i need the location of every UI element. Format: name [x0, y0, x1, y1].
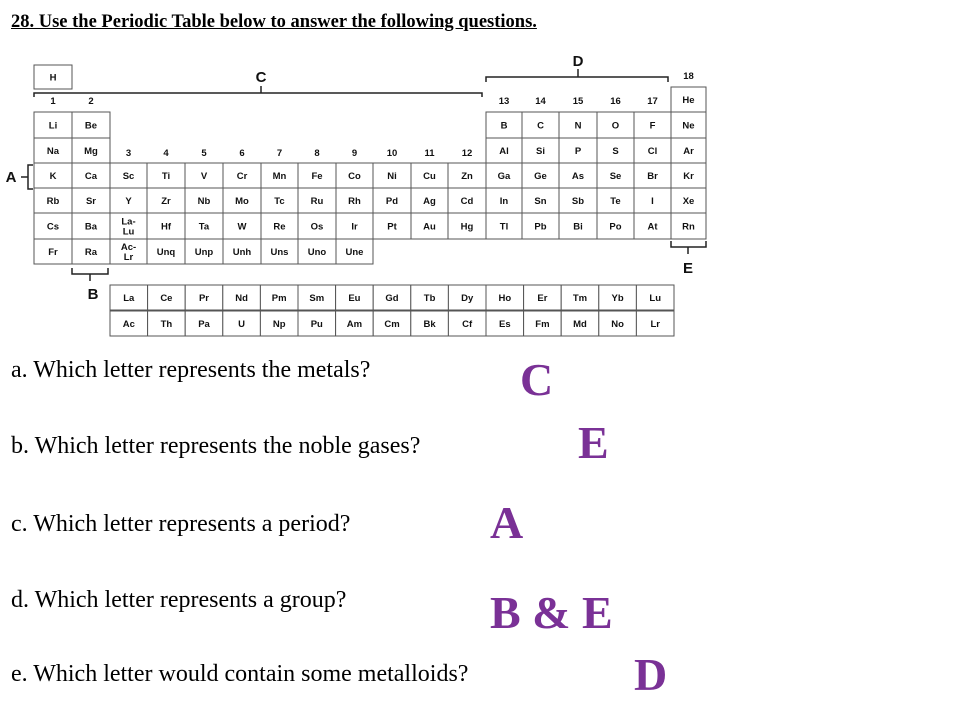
element-symbol: Une — [345, 247, 364, 258]
group-number: 15 — [572, 96, 584, 107]
actinide-cell — [524, 311, 562, 336]
element-cell — [559, 188, 597, 213]
element-symbol: Es — [498, 319, 511, 330]
element-symbol: Rb — [46, 196, 60, 207]
element-cell — [72, 163, 110, 188]
element-symbol: Gd — [385, 293, 399, 304]
element-symbol: Er — [537, 293, 548, 304]
answer-d: B & E — [490, 587, 613, 638]
element-cell — [298, 239, 336, 264]
actinide-cell — [260, 311, 298, 336]
element-cell — [411, 163, 448, 188]
element-symbol: Sr — [85, 196, 97, 207]
element-symbol: Pu — [310, 319, 323, 330]
element-symbol: Ac- — [120, 242, 137, 253]
element-symbol: Pa — [198, 319, 210, 330]
element-cell — [486, 213, 522, 239]
element-symbol: Bk — [423, 319, 436, 330]
question-b: b. Which letter represents the noble gases? — [11, 433, 421, 459]
element-cell — [373, 163, 411, 188]
group-number: 17 — [647, 96, 658, 107]
element-symbol: K — [49, 171, 57, 182]
element-symbol: Xe — [682, 196, 695, 207]
element-symbol: V — [200, 171, 208, 182]
element-cell — [34, 239, 72, 264]
element-symbol: Ir — [351, 221, 358, 233]
element-symbol: Unh — [232, 247, 252, 258]
element-symbol: Br — [647, 171, 658, 182]
element-symbol: Lu — [122, 226, 135, 238]
element-symbol: N — [574, 120, 582, 132]
element-symbol: Cr — [236, 171, 248, 182]
actinide-cell — [336, 311, 374, 336]
element-cell — [261, 213, 298, 239]
actinide-cell — [448, 311, 486, 336]
element-cell — [671, 87, 706, 112]
element-symbol: Th — [160, 319, 173, 330]
group-number: 11 — [424, 148, 435, 159]
element-symbol: Ti — [161, 171, 171, 182]
element-cell — [634, 163, 671, 188]
element-cell — [486, 163, 522, 188]
bracket-b — [72, 268, 108, 281]
element-cell — [559, 163, 597, 188]
element-symbol: Cd — [460, 196, 474, 207]
actinide-cell — [373, 311, 411, 336]
element-symbol: Te — [610, 196, 621, 207]
group-number: 12 — [461, 148, 473, 159]
element-cell — [522, 188, 559, 213]
element-cell — [147, 163, 185, 188]
actinide-cell — [223, 311, 261, 336]
element-symbol: La- — [121, 216, 136, 228]
element-symbol: Tl — [499, 221, 509, 233]
element-symbol: Uns — [270, 247, 289, 258]
element-cell — [147, 213, 185, 239]
element-symbol: Lr — [123, 252, 134, 263]
element-symbol: Al — [499, 146, 509, 157]
element-cell — [72, 138, 110, 163]
element-symbol: Am — [346, 319, 363, 330]
element-symbol: Se — [609, 171, 622, 182]
element-symbol: Re — [273, 221, 286, 233]
actinide-cell — [486, 311, 524, 336]
element-symbol: Sc — [122, 171, 135, 182]
element-cell — [336, 239, 373, 264]
group-number: 2 — [88, 96, 94, 107]
element-cell — [185, 213, 223, 239]
element-cell — [34, 188, 72, 213]
element-symbol: Si — [536, 146, 545, 157]
element-cell — [34, 112, 72, 138]
element-symbol: Mn — [272, 171, 287, 182]
element-cell — [110, 163, 147, 188]
element-cell — [486, 188, 522, 213]
element-symbol: Zr — [161, 196, 171, 207]
lanthanide-cell — [260, 285, 298, 310]
element-symbol: Ra — [84, 247, 98, 258]
group-number: 9 — [351, 148, 358, 159]
element-cell — [185, 188, 223, 213]
question-heading: 28. Use the Periodic Table below to answer the following questions. — [11, 12, 537, 32]
lanthanide-cell — [561, 285, 599, 310]
element-symbol: Sb — [571, 196, 585, 207]
element-symbol: Ga — [497, 171, 511, 182]
element-symbol: H — [49, 72, 57, 84]
element-cell — [223, 213, 261, 239]
lanthanide-cell — [448, 285, 486, 310]
answer-a: C — [520, 354, 554, 405]
element-symbol: Pr — [198, 293, 210, 304]
element-cell — [147, 188, 185, 213]
element-symbol: Tc — [274, 196, 285, 207]
element-cell — [671, 188, 706, 213]
periodic-table-cells — [34, 65, 706, 336]
element-symbol: Cs — [46, 221, 60, 233]
element-symbol: P — [574, 146, 582, 157]
element-symbol: La — [123, 293, 135, 304]
bracket-e — [671, 241, 706, 254]
lanthanide-cell — [336, 285, 374, 310]
element-symbol: Mg — [84, 146, 98, 157]
element-cell — [72, 239, 110, 264]
element-symbol: Nd — [235, 293, 248, 304]
actinide-cell — [561, 311, 599, 336]
lanthanide-cell — [148, 285, 186, 310]
bracket-c — [34, 86, 482, 97]
element-symbol: Cf — [462, 319, 473, 330]
lanthanide-cell — [110, 285, 148, 310]
element-symbol: Po — [609, 221, 622, 233]
element-symbol: Hg — [460, 221, 474, 233]
bracket-label-e: E — [682, 260, 694, 277]
element-symbol: Ni — [387, 171, 397, 182]
element-symbol: In — [499, 196, 509, 207]
element-symbol: Ne — [682, 120, 695, 132]
element-symbol: Fr — [48, 247, 58, 258]
element-cell — [486, 112, 522, 138]
element-symbol: Ta — [198, 221, 210, 233]
element-symbol: W — [237, 221, 247, 233]
lanthanide-cell — [223, 285, 261, 310]
element-symbol: Fm — [535, 319, 550, 330]
element-symbol: Bi — [573, 221, 583, 233]
group-number: 18 — [683, 71, 694, 82]
element-cell — [522, 163, 559, 188]
element-symbol: Os — [310, 221, 324, 233]
lanthanide-cell — [185, 285, 223, 310]
element-cell — [110, 188, 147, 213]
element-cell — [448, 188, 486, 213]
element-cell — [261, 163, 298, 188]
element-symbol: Eu — [348, 293, 361, 304]
element-cell — [336, 163, 373, 188]
element-cell — [298, 188, 336, 213]
element-cell — [223, 163, 261, 188]
element-cell — [634, 188, 671, 213]
element-symbol: Cu — [423, 171, 436, 182]
element-cell — [597, 112, 634, 138]
element-symbol: Pt — [387, 221, 397, 233]
element-symbol: B — [500, 120, 508, 132]
element-cell — [671, 213, 706, 239]
element-cell — [261, 188, 298, 213]
element-symbol: Tb — [423, 293, 436, 304]
element-cell — [373, 213, 411, 239]
actinide-cell — [411, 311, 449, 336]
element-cell — [147, 239, 185, 264]
group-number: 4 — [163, 148, 169, 159]
element-symbol: Ac — [122, 319, 135, 330]
element-cell — [34, 163, 72, 188]
element-symbol: Pd — [385, 196, 399, 207]
answer-c: A — [490, 497, 524, 548]
element-symbol: Unq — [156, 247, 176, 258]
element-cell — [671, 138, 706, 163]
element-cell — [411, 213, 448, 239]
group-number: 16 — [610, 96, 621, 107]
element-cell — [373, 188, 411, 213]
element-cell — [559, 138, 597, 163]
element-cell — [336, 213, 373, 239]
element-symbol: Mo — [235, 196, 249, 207]
element-cell — [72, 213, 110, 239]
group-number: 8 — [314, 148, 320, 159]
element-cell — [110, 239, 147, 264]
element-symbol: Dy — [461, 293, 474, 304]
element-symbol: Na — [46, 146, 60, 157]
element-symbol: Ar — [683, 146, 694, 157]
element-symbol: He — [682, 95, 695, 106]
question-a: a. Which letter represents the metals? — [11, 357, 371, 383]
element-cell — [185, 239, 223, 264]
element-cell — [671, 163, 706, 188]
element-symbol: F — [649, 120, 656, 132]
element-cell — [559, 112, 597, 138]
bracket-d — [486, 69, 668, 82]
element-symbol: Cl — [647, 146, 658, 157]
element-cell — [298, 163, 336, 188]
lanthanide-cell — [411, 285, 449, 310]
element-symbol: Tm — [572, 293, 588, 304]
question-c: c. Which letter represents a period? — [11, 511, 351, 537]
element-symbol: Pm — [271, 293, 287, 304]
element-cell — [223, 239, 261, 264]
element-cell — [34, 213, 72, 239]
element-symbol: Md — [573, 319, 587, 330]
element-symbol: Co — [348, 171, 361, 182]
element-symbol: As — [571, 171, 585, 182]
element-symbol: Rh — [348, 196, 361, 207]
element-cell — [597, 138, 634, 163]
element-cell — [559, 213, 597, 239]
group-number: 1 — [50, 96, 56, 107]
actinide-cell — [110, 311, 148, 336]
element-symbol: Lu — [649, 293, 662, 304]
element-cell — [634, 213, 671, 239]
element-cell — [634, 112, 671, 138]
actinide-cell — [636, 311, 674, 336]
element-symbol: C — [537, 120, 544, 132]
element-symbol: Kr — [683, 171, 694, 182]
element-symbol: Ca — [84, 171, 98, 182]
element-cell — [411, 188, 448, 213]
group-number: 3 — [125, 148, 132, 159]
element-symbol: U — [238, 319, 246, 330]
bracket-label-c: C — [255, 69, 267, 86]
actinide-cell — [148, 311, 186, 336]
element-symbol: Rn — [682, 221, 695, 233]
element-cell — [110, 213, 147, 239]
element-symbol: No — [611, 319, 624, 330]
lanthanide-cell — [298, 285, 336, 310]
element-cell — [72, 188, 110, 213]
element-cell — [261, 239, 298, 264]
element-cell — [671, 112, 706, 138]
element-cell — [597, 163, 634, 188]
actinide-cell — [185, 311, 223, 336]
element-cell — [185, 163, 223, 188]
element-symbol: Np — [272, 319, 286, 330]
element-cell — [522, 213, 559, 239]
lanthanide-cell — [524, 285, 562, 310]
group-number: 13 — [498, 96, 510, 107]
element-cell — [522, 112, 559, 138]
element-symbol: Nb — [197, 196, 211, 207]
group-number: 14 — [535, 96, 546, 107]
group-number: 5 — [201, 148, 207, 159]
element-cell — [448, 213, 486, 239]
element-symbol: Unp — [194, 247, 214, 258]
element-symbol: Lr — [650, 319, 660, 330]
element-symbol: At — [647, 221, 658, 233]
element-cell — [522, 138, 559, 163]
element-cell — [336, 188, 373, 213]
lanthanide-cell — [373, 285, 411, 310]
group-number: 7 — [276, 148, 283, 159]
element-symbol: Ru — [310, 196, 324, 207]
element-symbol: I — [651, 196, 654, 207]
element-symbol: Ge — [534, 171, 547, 182]
bracket-label-a: A — [5, 169, 17, 186]
bracket-label-d: D — [572, 53, 584, 70]
element-symbol: Uno — [307, 247, 327, 258]
answer-b: E — [578, 417, 609, 468]
answer-e: D — [634, 649, 668, 700]
lanthanide-cell — [599, 285, 637, 310]
element-cell — [72, 112, 110, 138]
element-symbol: Au — [423, 221, 436, 233]
element-symbol: Zn — [461, 171, 473, 182]
element-symbol: Y — [125, 196, 132, 207]
element-cell — [634, 138, 671, 163]
element-symbol: Cm — [384, 319, 400, 330]
element-symbol: Li — [48, 120, 58, 132]
question-e: e. Which letter would contain some metalloids? — [11, 661, 469, 687]
question-d: d. Which letter represents a group? — [11, 587, 347, 613]
element-symbol: Pb — [534, 221, 547, 233]
periodic-table — [0, 0, 960, 345]
element-symbol: Ag — [423, 196, 436, 207]
group-number: 10 — [386, 148, 398, 159]
element-symbol: S — [612, 146, 619, 157]
element-symbol: Ce — [160, 293, 173, 304]
lanthanide-cell — [486, 285, 524, 310]
element-cell — [597, 213, 634, 239]
element-symbol: Fe — [311, 171, 323, 182]
element-symbol: Sm — [309, 293, 325, 304]
actinide-cell — [599, 311, 637, 336]
bracket-label-b: B — [87, 286, 99, 303]
element-cell — [448, 163, 486, 188]
actinide-cell — [298, 311, 336, 336]
element-symbol: Hf — [160, 221, 172, 233]
element-symbol: Yb — [611, 293, 624, 304]
element-symbol: Sn — [534, 196, 547, 207]
group-number: 6 — [239, 148, 245, 159]
element-cell — [486, 138, 522, 163]
element-cell — [597, 188, 634, 213]
element-cell — [34, 65, 72, 89]
lanthanide-cell — [636, 285, 674, 310]
element-symbol: Ba — [84, 221, 98, 233]
element-symbol: O — [611, 120, 620, 132]
element-cell — [34, 138, 72, 163]
element-symbol: Be — [84, 120, 98, 132]
bracket-a — [21, 165, 33, 189]
element-cell — [223, 188, 261, 213]
element-symbol: Ho — [498, 293, 512, 304]
element-cell — [298, 213, 336, 239]
